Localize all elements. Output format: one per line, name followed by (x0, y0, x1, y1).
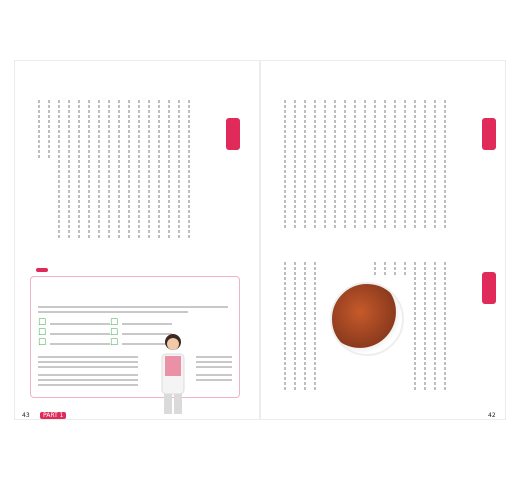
tip-text-line (50, 333, 110, 335)
tip-text-line (38, 384, 138, 386)
tip-text-line (196, 379, 232, 381)
text-column (108, 100, 110, 240)
text-column (414, 262, 416, 392)
text-column (284, 262, 286, 392)
text-column (424, 100, 426, 230)
text-column (168, 100, 170, 240)
tip-text-line (38, 366, 138, 368)
text-column (434, 100, 436, 230)
text-column (98, 100, 100, 240)
text-column (78, 100, 80, 240)
tip-text-line (38, 306, 228, 308)
text-column (304, 100, 306, 230)
text-column (414, 100, 416, 230)
text-column (158, 100, 160, 240)
checkbox-icon: ☐ (110, 328, 119, 338)
tip-text-line (50, 323, 110, 325)
tip-box-label (36, 268, 48, 272)
tip-text-line (196, 374, 232, 376)
text-column (314, 100, 316, 230)
text-column (404, 262, 406, 276)
woman-illustration (152, 330, 194, 415)
text-column (138, 100, 140, 240)
text-column (284, 100, 286, 230)
text-column (178, 100, 180, 240)
text-column (424, 262, 426, 392)
text-column (304, 262, 306, 392)
text-column (118, 100, 120, 240)
checkbox-icon: ☐ (38, 338, 47, 348)
checkbox-icon: ☐ (38, 318, 47, 328)
text-column (38, 100, 40, 160)
right-page (260, 60, 506, 420)
text-column (404, 100, 406, 230)
tip-text-line (196, 366, 232, 368)
text-column (334, 100, 336, 230)
tip-badge-right-top (482, 118, 496, 150)
tip-text-line (38, 311, 188, 313)
tip-text-line (196, 356, 232, 358)
text-column (384, 100, 386, 230)
text-column (188, 100, 190, 240)
checkbox-icon: ☐ (110, 318, 119, 328)
checkbox-icon: ☐ (38, 328, 47, 338)
page-number-right: 42 (488, 412, 496, 419)
running-footer: PART 1 (40, 412, 66, 419)
tip-badge-left (226, 118, 240, 150)
tip-text-line (38, 356, 138, 358)
food-photo (330, 282, 404, 356)
text-column (324, 100, 326, 230)
text-column (374, 100, 376, 230)
text-column (128, 100, 130, 240)
text-column (88, 100, 90, 240)
text-column (444, 262, 446, 392)
checkbox-icon: ☐ (110, 338, 119, 348)
text-column (148, 100, 150, 240)
page-number-left: 43 (22, 412, 30, 419)
tip-text-line (122, 323, 172, 325)
tip-text-line (50, 343, 110, 345)
text-column (314, 262, 316, 392)
text-column (294, 262, 296, 392)
tip-badge-right-bottom (482, 272, 496, 304)
text-column (294, 100, 296, 230)
text-column (434, 262, 436, 392)
tip-text-line (38, 374, 138, 376)
text-column (394, 262, 396, 276)
text-column (394, 100, 396, 230)
tip-text-line (38, 379, 138, 381)
text-column (344, 100, 346, 230)
tip-text-line (38, 361, 138, 363)
text-column (384, 262, 386, 276)
text-column (444, 100, 446, 230)
text-column (68, 100, 70, 240)
text-column (58, 100, 60, 240)
tip-text-line (196, 361, 232, 363)
text-column (374, 262, 376, 276)
text-column (364, 100, 366, 230)
text-column (48, 100, 50, 160)
text-column (354, 100, 356, 230)
